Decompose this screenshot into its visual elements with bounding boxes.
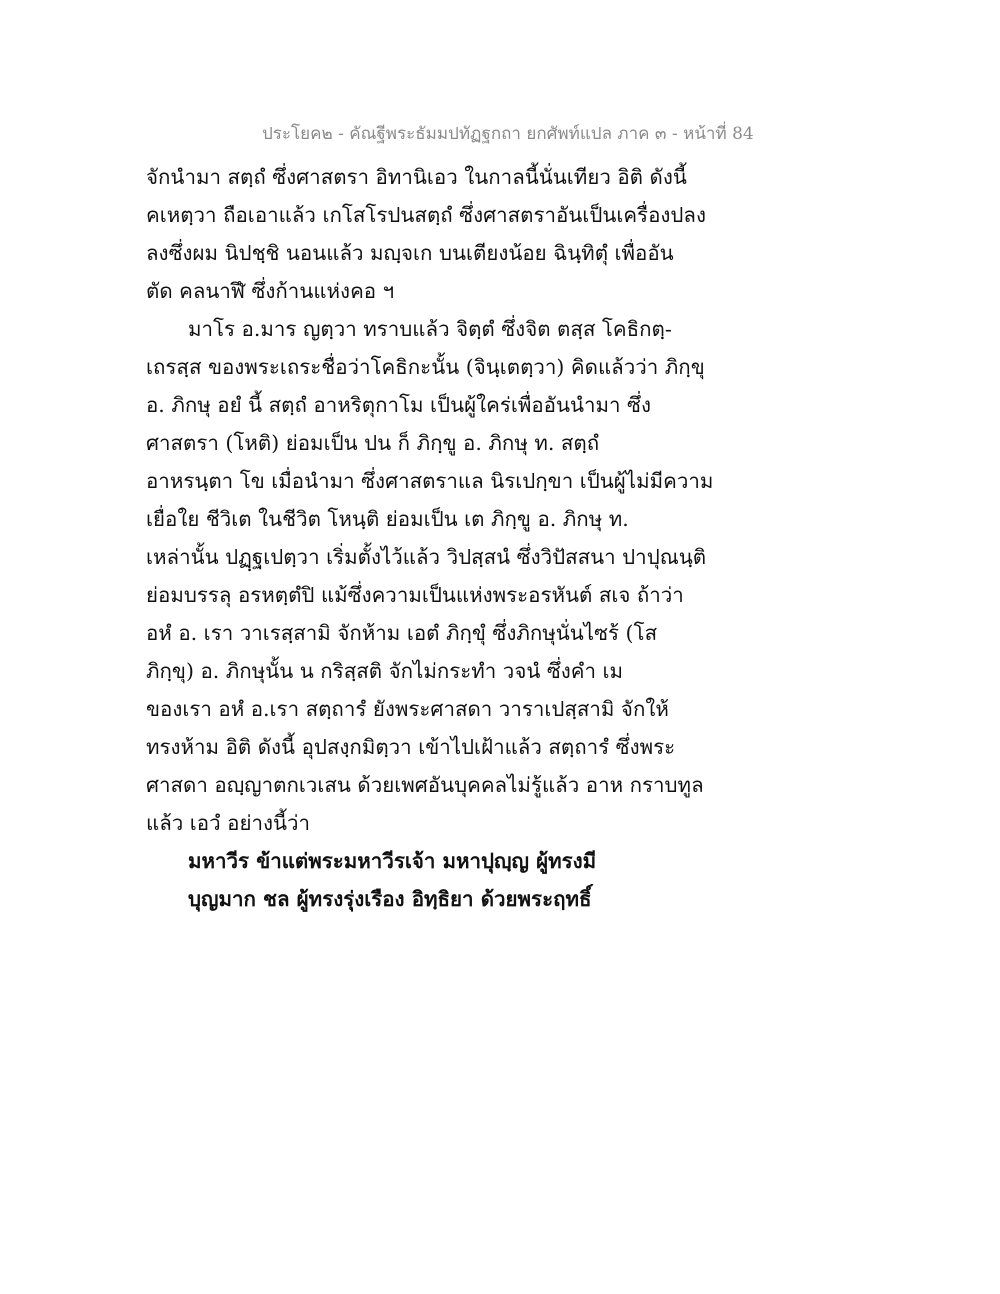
verse-line: มหาวีร ข้าแต่พระมหาวีรเจ้า มหาปุญฺญ ผู้ทรงมี (188, 849, 597, 873)
running-header: ประโยค๒ - คัณฐีพระธัมมปทัฏฐกถา ยกศัพท์แปล ภาค ๓ - หน้าที่ 84 (262, 124, 754, 144)
text-line: ตัด คลนาฬึ ซึ่งก้านแห่งคอ ฯ (146, 279, 395, 303)
body-text (146, 158, 714, 918)
text-line: ศาสดา อญฺญาตกเวเสน ด้วยเพศอันบุคคลไม่รู้แล้ว อาห กราบทูล (146, 773, 704, 797)
text-line: ศาสตรา (โหติ) ย่อมเป็น ปน ก็ ภิกฺขู อ. ภิกษุ ท. สตฺถํ (146, 431, 600, 455)
text-line: ทรงห้าม อิติ ดังนี้ อุปสงฺกมิตฺวา เข้าไปเฝ้าแล้ว สตฺถารํ ซึ่งพระ (146, 735, 676, 759)
text-line: อาหรนฺตา โข เมื่อนำมา ซึ่งศาสตราแล นิรเปกฺขา เป็นผู้ไม่มีความ (146, 469, 714, 493)
text-line: ภิกฺขุ) อ. ภิกษุนั้น น กริสฺสติ จักไม่กระทำ วจนํ ซึ่งคำ เม (146, 659, 624, 683)
text-line: อ. ภิกษุ อยํ นี้ สตฺถํ อาหริตุกาโม เป็นผู้ใคร่เพื่ออันนำมา ซึ่ง (146, 393, 651, 417)
text-line: ของเรา อหํ อ.เรา สตฺถารํ ยังพระศาสดา วาราเปสฺสามิ จักให้ (146, 697, 669, 721)
text-line: จักนำมา สตฺถํ ซึ่งศาสตรา อิทานิเอว ในกาลนี้นั่นเทียว อิติ ดังนี้ (146, 165, 687, 189)
text-line: ลงซึ่งผม นิปชฺชิ นอนแล้ว มญฺจเก บนเตียงน้อย ฉินฺทิตุํ เพื่ออัน (146, 241, 674, 265)
verse-line: บุญมาก ชล ผู้ทรงรุ่งเรือง อิทฺธิยา ด้วยพระฤทธิ์ (188, 887, 592, 911)
text-line: คเหตฺวา ถือเอาแล้ว เกโสโรปนสตฺถํ ซึ่งศาสตราอันเป็นเครื่องปลง (146, 203, 706, 227)
text-line: แล้ว เอวํ อย่างนี้ว่า (146, 811, 311, 835)
text-line: เยื่อใย ชีวิเต ในชีวิต โหนฺติ ย่อมเป็น เต ภิกฺขู อ. ภิกษุ ท. (146, 507, 629, 531)
text-line: อหํ อ. เรา วาเรสฺสามิ จักห้าม เอตํ ภิกฺขุํ ซึ่งภิกษุนั่นไซร้ (โส (146, 621, 658, 645)
text-line: เถรสฺส ของพระเถระชื่อว่าโคธิกะนั้น (จินฺเตตฺวา) คิดแล้วว่า ภิกฺขุ (146, 355, 705, 379)
text-line: มาโร อ.มาร ญตฺวา ทราบแล้ว จิตฺตํ ซึ่งจิต ตสฺส โคธิกตฺ- (188, 317, 672, 341)
text-line: ย่อมบรรลุ อรหตฺตํปิ แม้ซึ่งความเป็นแห่งพระอรหันต์ สเจ ถ้าว่า (146, 583, 684, 607)
text-line: เหล่านั้น ปฏฺฐเปตฺวา เริ่มตั้งไว้แล้ว วิปสฺสนํ ซึ่งวิปัสสนา ปาปุณนฺติ (146, 545, 707, 569)
